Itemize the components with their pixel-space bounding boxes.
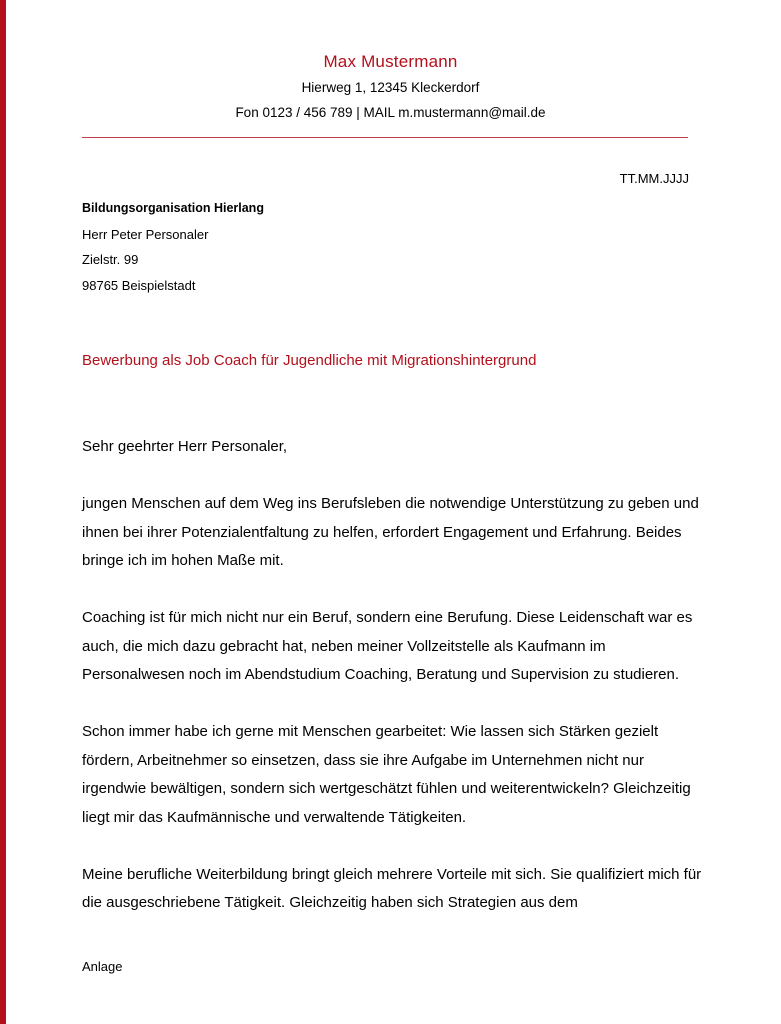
recipient-city: 98765 Beispielstadt: [82, 277, 196, 293]
body-paragraph: jungen Menschen auf dem Weg ins Berufsleben die notwendige Unterstützung zu geben und ihnen bei ihrer Potenzialentfaltung zu helfen, erfordert Engagement und Erfahrung. Beides bringe ich im hohen Maße mit.: [82, 495, 699, 569]
recipient-person: Herr Peter Personaler: [82, 226, 209, 242]
recipient-organization: Bildungsorganisation Hierlang: [82, 201, 264, 215]
letter-header: [0, 50, 781, 124]
recipient-street: Zielstr. 99: [82, 252, 139, 267]
recipient-block: [82, 196, 264, 298]
sender-address: Hierweg 1, 12345 Kleckerdorf: [301, 80, 480, 95]
header-divider: [82, 137, 688, 138]
body-paragraph: Coaching ist für mich nicht nur ein Beruf, sondern eine Berufung. Diese Leidenschaft war es auch, die mich dazu gebracht hat, neben meiner Vollzeitstelle als Kaufmann im Personalwesen noch im Abendstudium Coaching, Beratung und Supervision zu studieren.: [82, 609, 693, 683]
salutation: Sehr geehrter Herr Personaler,: [82, 438, 288, 455]
letter-body: [82, 433, 702, 946]
attachment-label: Anlage: [82, 959, 123, 974]
letter-date: TT.MM.JJJJ: [619, 171, 689, 186]
letter-subject: Bewerbung als Job Coach für Jugendliche mit Migrationshintergrund: [82, 352, 537, 369]
body-paragraph: Schon immer habe ich gerne mit Menschen gearbeitet: Wie lassen sich Stärken gezielt fördern, Arbeitnehmer so einsetzen, dass sie ihre Aufgabe im Unternehmen nicht nur irgendwie bewältigen, sondern sich wertgeschätzt fühlen und weiterentwickeln? Gleichzeitig liegt mir das Kaufmännische und verwaltende Tätigkeiten.: [82, 723, 691, 826]
body-paragraph: Meine berufliche Weiterbildung bringt gleich mehrere Vorteile mit sich. Sie qualifiziert mich für die ausgeschriebene Tätigkeit. Gleichzeitig haben sich Strategien aus dem: [82, 865, 702, 911]
sender-contact: Fon 0123 / 456 789 | MAIL m.mustermann@mail.de: [235, 105, 546, 120]
sender-name: Max Mustermann: [323, 52, 458, 71]
